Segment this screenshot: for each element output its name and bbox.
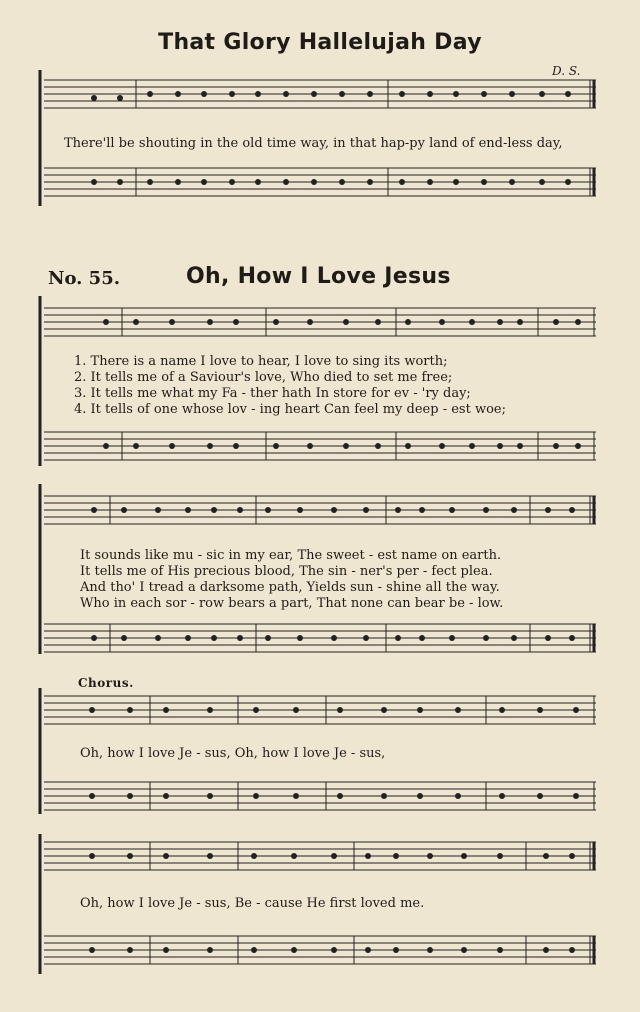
verse-3-part2: And tho' I tread a darksome path, Yields sun - shine all the way. [80,580,500,595]
hymn-number: No. 55. [48,268,120,289]
verse-2-part2: It tells me of His precious blood, The sin - ner's per - fect plea. [80,564,493,579]
chorus-line-2: Oh, how I love Je - sus, Be - cause He first loved me. [80,896,425,911]
verse-4-part2: Who in each sor - row bears a part, That none can bear be - low. [80,596,504,611]
verse-4-part1: 4. It tells of one whose lov - ing heart Can feel my deep - est woe; [74,402,506,417]
music-system-2 [0,296,640,474]
verse-2-part1: 2. It tells me of a Saviour's love, Who died to set me free; [74,370,453,385]
hymn-title-1: That Glory Hallelujah Day [158,30,482,55]
hymn1-lyric: There'll be shouting in the old time way, in that hap-py land of end-less day, [64,136,563,151]
verse-1-part1: 1. There is a name I love to hear, I love to sing its worth; [74,354,448,369]
verse-3-part1: 3. It tells me what my Fa - ther hath In store for ev - 'ry day; [74,386,471,401]
hymn-title-2: Oh, How I Love Jesus [186,264,451,289]
verse-1-part2: It sounds like mu - sic in my ear, The sweet - est name on earth. [80,548,502,563]
chorus-line-1: Oh, how I love Je - sus, Oh, how I love Je - sus, [80,746,386,761]
chorus-label: Chorus. [78,676,134,690]
ds-marking: D. S. [552,64,581,78]
